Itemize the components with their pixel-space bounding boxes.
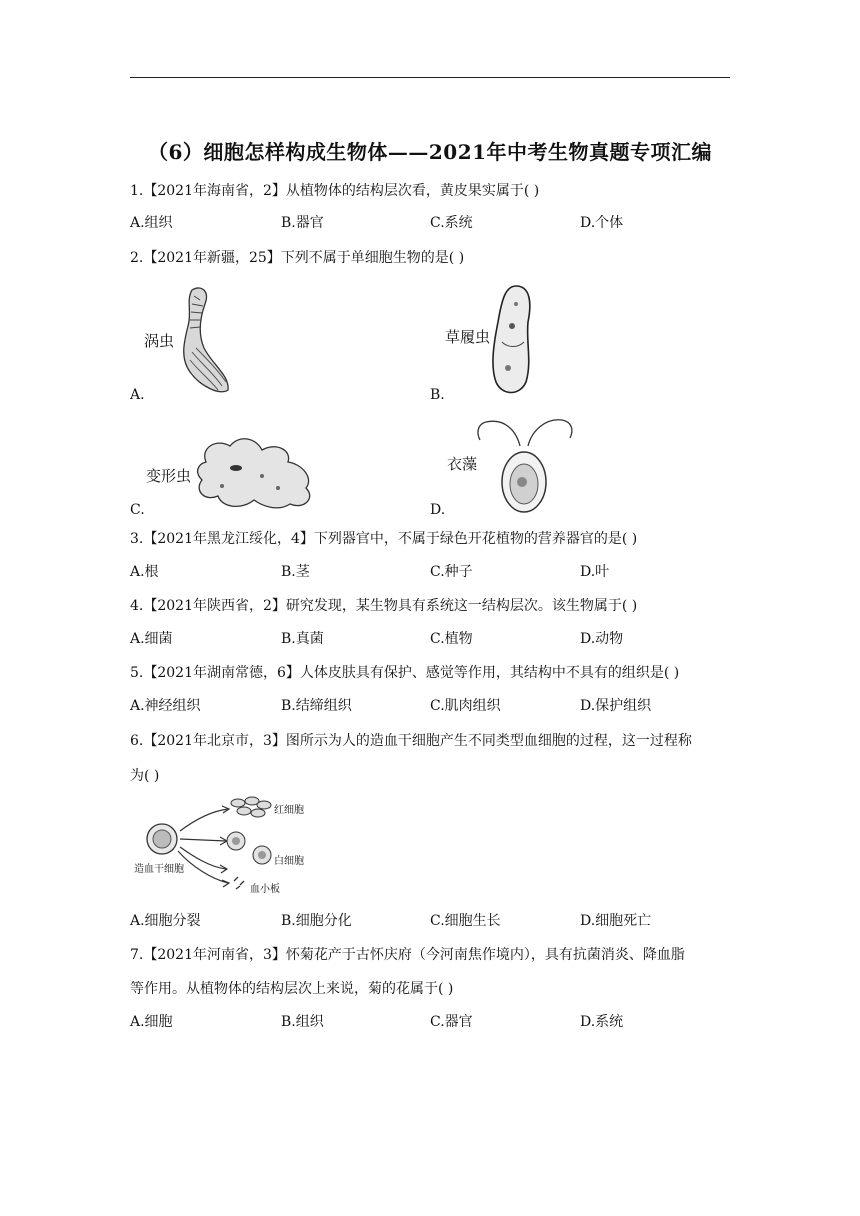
question-5-stem: 5.【2021年湖南常德，6】人体皮肤具有保护、感觉等作用，其结构中不具有的组织是( ) [130, 665, 680, 681]
question-4-option-c: C.植物 [430, 631, 473, 647]
question-2-stem: 2.【2021年新疆，25】下列不属于单细胞生物的是( ) [130, 250, 465, 266]
stem-cell-label: 造血干细胞 [134, 864, 184, 875]
question-5-option-c: C.肌肉组织 [430, 698, 501, 714]
question-2-option-c: C. [130, 502, 145, 518]
question-5-option-b: B.结缔组织 [281, 698, 352, 714]
question-4-option-a: A.细菌 [130, 631, 173, 647]
chlamydomonas-illustration [476, 410, 576, 516]
platelet-label: 血小板 [250, 884, 280, 895]
question-6-option-b: B.细胞分化 [281, 913, 352, 929]
question-4-option-d: D.动物 [580, 631, 624, 647]
question-1-option-c: C.系统 [430, 215, 473, 231]
question-7-option-c: C.器官 [430, 1014, 473, 1030]
question-4-stem: 4.【2021年陕西省，2】研究发现，某生物具有系统这一结构层次。该生物属于( ) [130, 598, 638, 614]
question-7-option-b: B.组织 [281, 1014, 324, 1030]
header-rule [130, 77, 730, 78]
planarian-label: 涡虫 [144, 332, 175, 350]
question-7-stem-line-1: 7.【2021年河南省，3】怀菊花产于古怀庆府（今河南焦作境内），具有抗菌消炎、降血脂 [130, 947, 685, 963]
question-6-option-c: C.细胞生长 [430, 913, 501, 929]
question-7-option-a: A.细胞 [130, 1014, 173, 1030]
paramecium-illustration [488, 282, 538, 400]
white-blood-cell-label: 白细胞 [274, 856, 304, 867]
question-2-option-d: D. [430, 502, 446, 518]
page-title: （6）细胞怎样构成生物体——2021年中考生物真题专项汇编 [147, 140, 713, 164]
question-6-stem-line-1: 6.【2021年北京市，3】图所示为人的造血干细胞产生不同类型血细胞的过程，这一过程称 [130, 733, 692, 749]
chlamydomonas-label: 衣藻 [447, 455, 478, 473]
question-1-option-a: A.组织 [130, 215, 173, 231]
question-7-stem-line-2: 等作用。从植物体的结构层次上来说，菊的花属于( ) [130, 981, 454, 997]
question-7-option-d: D.系统 [580, 1014, 624, 1030]
question-5-option-d: D.保护组织 [580, 698, 652, 714]
question-3-option-b: B.茎 [281, 564, 310, 580]
amoeba-illustration [192, 432, 322, 512]
question-3-option-c: C.种子 [430, 564, 473, 580]
question-2-option-b: B. [430, 387, 445, 403]
question-1-option-b: B.器官 [281, 215, 324, 231]
question-6-option-d: D.细胞死亡 [580, 913, 652, 929]
question-4-option-b: B.真菌 [281, 631, 324, 647]
planarian-illustration [170, 282, 240, 400]
question-6-stem-line-2: 为( ) [130, 768, 160, 784]
question-5-option-a: A.神经组织 [130, 698, 201, 714]
question-2-option-a: A. [130, 387, 145, 403]
question-1-stem: 1.【2021年海南省，2】从植物体的结构层次看，黄皮果实属于( ) [130, 183, 540, 199]
question-3-stem: 3.【2021年黑龙江绥化，4】下列器官中，不属于绿色开花植物的营养器官的是( ) [130, 531, 638, 547]
red-blood-cell-label: 红细胞 [274, 805, 304, 816]
amoeba-label: 变形虫 [146, 467, 192, 485]
question-3-option-d: D.叶 [580, 564, 610, 580]
paramecium-label: 草履虫 [445, 328, 491, 346]
question-6-option-a: A.细胞分裂 [130, 913, 201, 929]
question-3-option-a: A.根 [130, 564, 159, 580]
question-1-option-d: D.个体 [580, 215, 624, 231]
